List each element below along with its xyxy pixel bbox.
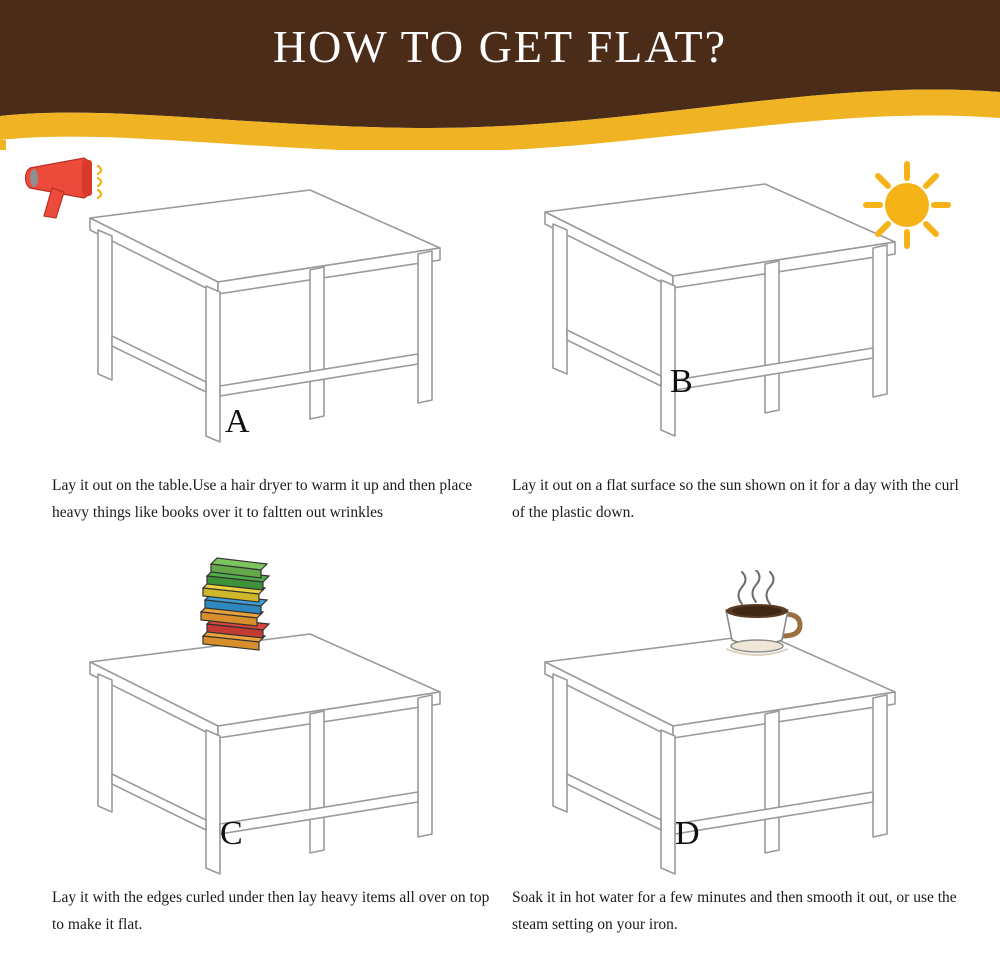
panel-grid [0,150,1000,974]
panel-a [20,150,500,550]
sun-icon [852,150,962,260]
panel-b-caption: Lay it out on a flat surface so the sun shown on it for a day with the curl of the plastic down. [512,477,959,522]
panel-c-letter: C [220,815,243,852]
hair-dryer-icon [22,152,142,222]
panel-a-illustration [20,150,500,470]
panel-c [20,562,500,962]
panel-a-letter: A [225,403,250,440]
hot-coffee-cup-icon [696,570,816,660]
panel-d-illustration [500,562,980,882]
panel-b-letter: B [670,363,693,400]
panel-a-caption: Lay it out on the table.Use a hair dryer to warm it up and then place heavy things like books over it to faltten out wrinkles [52,477,473,522]
panel-b [500,150,980,550]
panel-c-caption: Lay it with the edges curled under then lay heavy items all over on top to make it flat. [52,889,490,934]
panel-d-caption: Soak it in hot water for a few minutes and then smooth it out, or use the steam setting on your iron. [512,889,957,934]
panel-b-illustration [500,150,980,470]
panel-d-letter: D [675,815,700,852]
panel-d [500,562,980,962]
book-stack-icon [185,552,295,662]
page-title: HOW TO GET FLAT? [272,21,728,72]
panel-c-illustration [20,562,500,882]
header-banner [0,0,1000,150]
